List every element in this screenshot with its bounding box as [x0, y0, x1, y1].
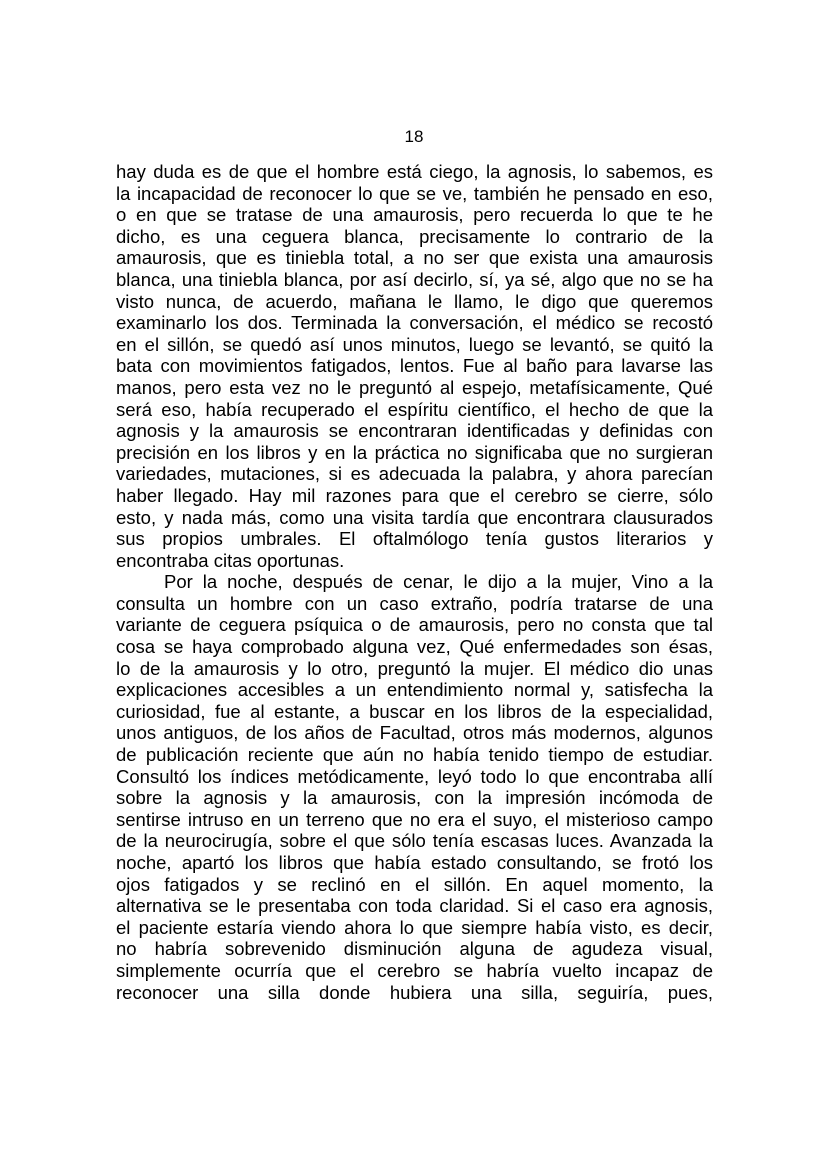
text-line: haber llegado. Hay mil razones para que el cerebro se cierre, sólo: [116, 484, 713, 506]
text-line: Por la noche, después de cenar, le dijo a la mujer, Vino a la: [164, 571, 713, 593]
text-line: precisión en los libros y en la práctica no significaba que no surgieran: [116, 441, 713, 463]
body-text: [116, 161, 713, 1003]
text-line: curiosidad, fue al estante, a buscar en los libros de la especialidad,: [116, 700, 713, 722]
text-line: consulta un hombre con un caso extraño, podría tratarse de una: [116, 592, 713, 614]
text-line: amaurosis, que es tiniebla total, a no ser que exista una amaurosis: [116, 247, 713, 269]
text-line: será eso, había recuperado el espíritu científico, el hecho de que la: [116, 398, 713, 420]
text-line: simplemente ocurría que el cerebro se habría vuelto incapaz de: [116, 959, 713, 981]
text-line: blanca, una tiniebla blanca, por así decirlo, sí, ya sé, algo que no se ha: [116, 268, 713, 290]
text-line: bata con movimientos fatigados, lentos. Fue al baño para lavarse las: [116, 355, 713, 377]
text-line: encontraba citas oportunas.: [116, 549, 345, 571]
text-line: la incapacidad de reconocer lo que se ve, también he pensado en eso,: [116, 182, 713, 204]
text-line: de la neurocirugía, sobre el que sólo tenía escasas luces. Avanzada la: [116, 830, 713, 852]
text-line: Consultó los índices metódicamente, leyó todo lo que encontraba allí: [116, 765, 713, 787]
text-line: reconocer una silla donde hubiera una silla, seguiría, pues,: [116, 981, 713, 1003]
text-line: de publicación reciente que aún no había tenido tiempo de estudiar.: [116, 744, 713, 766]
text-line: en el sillón, se quedó así unos minutos, luego se levantó, se quitó la: [116, 333, 713, 355]
text-line: unos antiguos, de los años de Facultad, otros más modernos, algunos: [116, 722, 713, 744]
text-line: alternativa se le presentaba con toda claridad. Si el caso era agnosis,: [116, 895, 713, 917]
text-line: agnosis y la amaurosis se encontraran identificadas y definidas con: [116, 420, 713, 442]
text-line: esto, y nada más, como una visita tardía que encontrara clausurados: [116, 506, 713, 528]
text-line: cosa se haya comprobado alguna vez, Qué enfermedades son ésas,: [116, 636, 713, 658]
page-number: 18: [404, 127, 424, 146]
text-line: visto nunca, de acuerdo, mañana le llamo, le digo que queremos: [116, 290, 713, 312]
text-line: ojos fatigados y se reclinó en el sillón. En aquel momento, la: [116, 873, 713, 895]
text-line: examinarlo los dos. Terminada la conversación, el médico se recostó: [116, 312, 713, 334]
text-line: noche, apartó los libros que había estado consultando, se frotó los: [116, 852, 713, 873]
text-line: sentirse intruso en un terreno que no era el suyo, el misterioso campo: [116, 808, 713, 830]
text-line: sus propios umbrales. El oftalmólogo tenía gustos literarios y: [116, 528, 713, 550]
text-line: explicaciones accesibles a un entendimiento normal y, satisfecha la: [116, 679, 713, 701]
text-line: sobre la agnosis y la amaurosis, con la impresión incómoda de: [116, 787, 713, 809]
text-line: el paciente estaría viendo ahora lo que siempre había visto, es decir,: [116, 916, 713, 938]
text-line: lo de la amaurosis y lo otro, preguntó la mujer. El médico dio unas: [116, 657, 713, 679]
text-line: variante de ceguera psíquica o de amaurosis, pero no consta que tal: [116, 614, 713, 636]
text-line: manos, pero esta vez no le preguntó al espejo, metafísicamente, Qué: [116, 376, 713, 398]
text-line: dicho, es una ceguera blanca, precisamente lo contrario de la: [116, 225, 713, 247]
text-line: o en que se tratase de una amaurosis, pero recuerda lo que te he: [116, 204, 713, 226]
text-line: variedades, mutaciones, si es adecuada la palabra, y ahora parecían: [116, 463, 713, 485]
text-line: hay duda es de que el hombre está ciego, la agnosis, lo sabemos, es: [116, 161, 713, 182]
text-line: no habría sobrevenido disminución alguna de agudeza visual,: [116, 938, 713, 960]
